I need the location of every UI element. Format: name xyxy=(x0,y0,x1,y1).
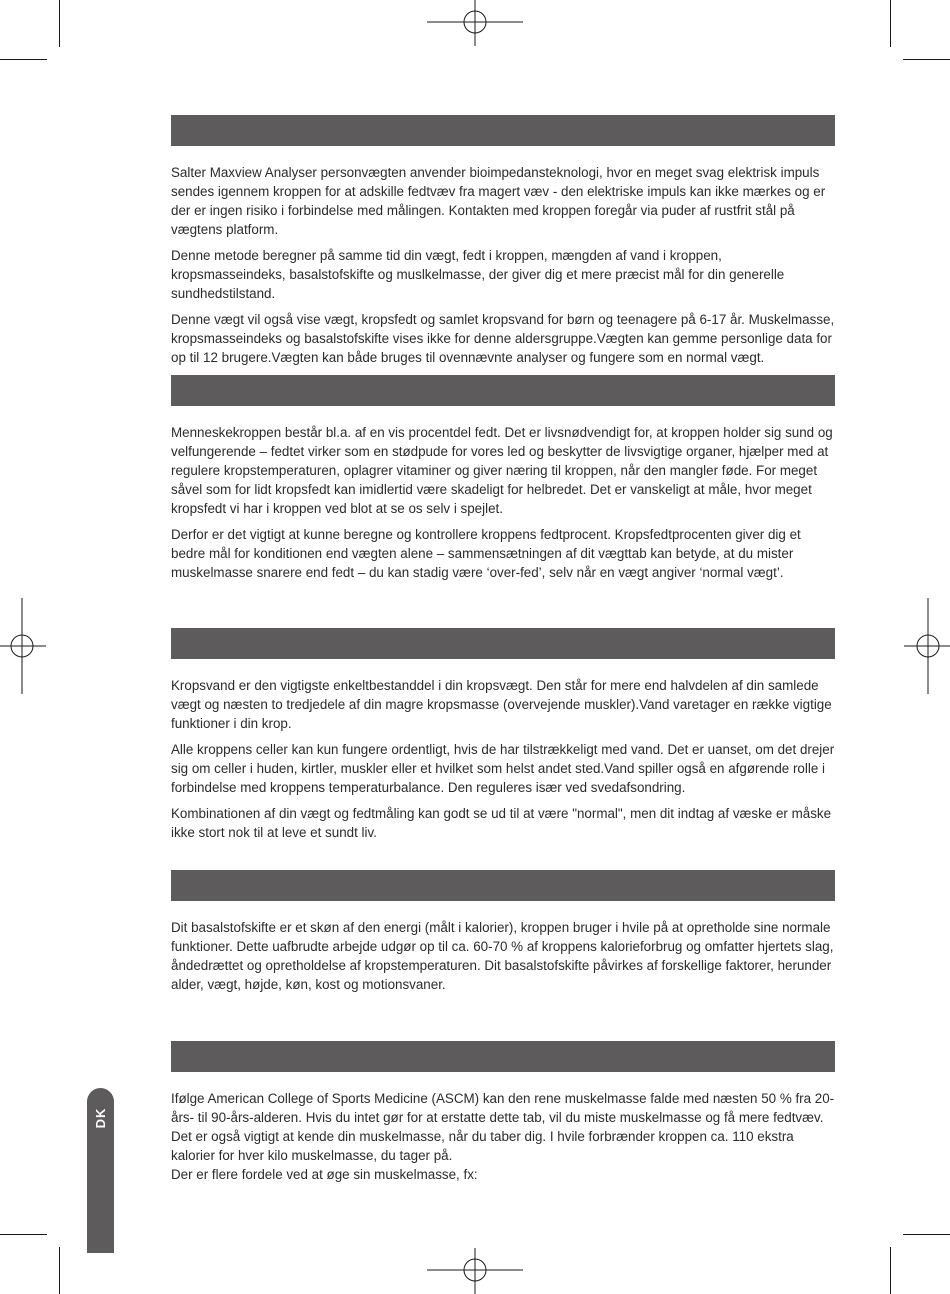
crop-mark-top-left-horizontal xyxy=(0,59,47,60)
registration-mark-bottom xyxy=(427,1248,523,1294)
crop-mark-top-right-horizontal xyxy=(903,59,950,60)
paragraph: Denne vægt vil også vise vægt, kropsfedt og samlet kropsvand for børn og teenagere på 6-17 år. Muskelmasse, kropsmasseindeks og basalstofskifte vises ikke for denne aldersgruppe.Vægten kan gemme personlige data for op til 12 brugere.Vægten kan både bruges til ovennævnte analyser og fungere som en normal vægt. xyxy=(171,312,835,365)
paragraph: Kombinationen af din vægt og fedtmåling kan godt se ud til at være "normal", men dit indtag af væske er måske ikke stort nok til at leve et sundt liv. xyxy=(171,806,832,840)
section-heading-bar xyxy=(171,1041,835,1072)
section-heading-bar xyxy=(171,115,835,146)
crop-mark-bottom-left-horizontal xyxy=(0,1234,47,1235)
paragraph: Derfor er det vigtigt at kunne beregne og kontrollere kroppens fedtprocent. Kropsfedtprocenten giver dig et bedre mål for konditionen end vægten alene – sammensætningen af dit vægttab kan betyde, at du mister muskelmasse snarere end fedt – du kan stadig være ‘over-fed’, selv når en vægt angiver ‘normal vægt’. xyxy=(171,527,801,580)
paragraph: Der er flere fordele ved at øge sin muskelmasse, fx: xyxy=(171,1167,478,1182)
section-body-water xyxy=(171,628,835,842)
language-tab-label: DK xyxy=(93,1107,108,1129)
registration-mark-top xyxy=(427,0,523,46)
paragraph: Kropsvand er den vigtigste enkeltbestanddel i din kropsvægt. Den står for mere end halvdelen af din samlede vægt og næsten to tredjedele af din magre kropsmasse (overvejende muskler).Vand varetager en række vigtige funktioner i din krop. xyxy=(171,678,832,731)
paragraph: Denne metode beregner på samme tid din vægt, fedt i kroppen, mængden af vand i kroppen, kropsmasseindeks, basalstofskifte og muslkelmasse, der giver dig et mere præcist mål for din generelle sundhedstilstand. xyxy=(171,248,785,301)
section-body-fat xyxy=(171,375,835,582)
section-heading-bar xyxy=(171,375,835,406)
section-bioimpedance xyxy=(171,115,835,367)
paragraph: Menneskekroppen består bl.a. af en vis procentdel fedt. Det er livsnødvendigt for, at kroppen holder sig sund og velfungerende – fedtet virker som en stødpude for vores led og beskytter de livsvigtige organer, hjælper med at regulere kropstemperaturen, oplagrer vitaminer og giver næring til kroppen, når den mangler føde. For meget såvel som for lidt kropsfedt kan imidlertid være skadeligt for helbredet. Det er vanskeligt at måle, hvor meget kropsfedt vi har i kroppen ved blot at se os selv i spejlet. xyxy=(171,425,833,516)
paragraph: Salter Maxview Analyser personvægten anvender bioimpedansteknologi, hvor en meget svag elektrisk impuls sendes igennem kroppen for at adskille fedtvæv fra magert væv - den elektriske impuls kan ikke mærkes og er der er ingen risiko i forbindelse med målingen. Kontakten med kroppen foregår via puder af rustfrit stål på vægtens platform. xyxy=(171,165,826,237)
registration-mark-left xyxy=(0,598,46,694)
section-muscle-mass xyxy=(171,1041,835,1184)
paragraph: Dit basalstofskifte er et skøn af den energi (målt i kalorier), kroppen bruger i hvile på at opretholde sine normale funktioner. Dette uafbrudte arbejde udgør op til ca. 60-70 % af kroppens kalorieforbrug og omfatter hjertets slag, åndedrættet og opretholdelse af kropstemperaturen. Dit basalstofskifte påvirkes af forskellige faktorer, herunder alder, vægt, højde, køn, kost og motionsvaner. xyxy=(171,920,834,992)
section-heading-bar xyxy=(171,628,835,659)
registration-mark-right xyxy=(904,598,950,694)
section-heading-bar xyxy=(171,870,835,901)
language-tab xyxy=(87,1118,114,1253)
section-basal-metabolism xyxy=(171,870,835,994)
crop-mark-bottom-left-vertical xyxy=(59,1247,60,1294)
paragraph: Ifølge American College of Sports Medicine (ASCM) kan den rene muskelmasse falde med næsten 50 % fra 20-års- til 90-års-alderen. Hvis du intet gør for at erstatte dette tab, vil du miste muskelmasse og få mere fedtvæv. Det er også vigtigt at kende din muskelmasse, når du taber dig. I hvile forbrænder kroppen ca. 110 ekstra kalorier for hver kilo muskelmasse, du tager på. xyxy=(171,1091,835,1163)
crop-mark-top-left-vertical xyxy=(59,0,60,47)
crop-mark-bottom-right-vertical xyxy=(890,1247,891,1294)
crop-mark-bottom-right-horizontal xyxy=(903,1234,950,1235)
paragraph: Alle kroppens celler kan kun fungere ordentligt, hvis de har tilstrækkeligt med vand. Det er uanset, om det drejer sig om celler i huden, kirtler, muskler eller et hvilket som helst andet sted.Vand spiller også en afgørende rolle i forbindelse med kroppens temperaturbalance. Den reguleres især ved svedafsondring. xyxy=(171,742,835,795)
crop-mark-top-right-vertical xyxy=(890,0,891,47)
